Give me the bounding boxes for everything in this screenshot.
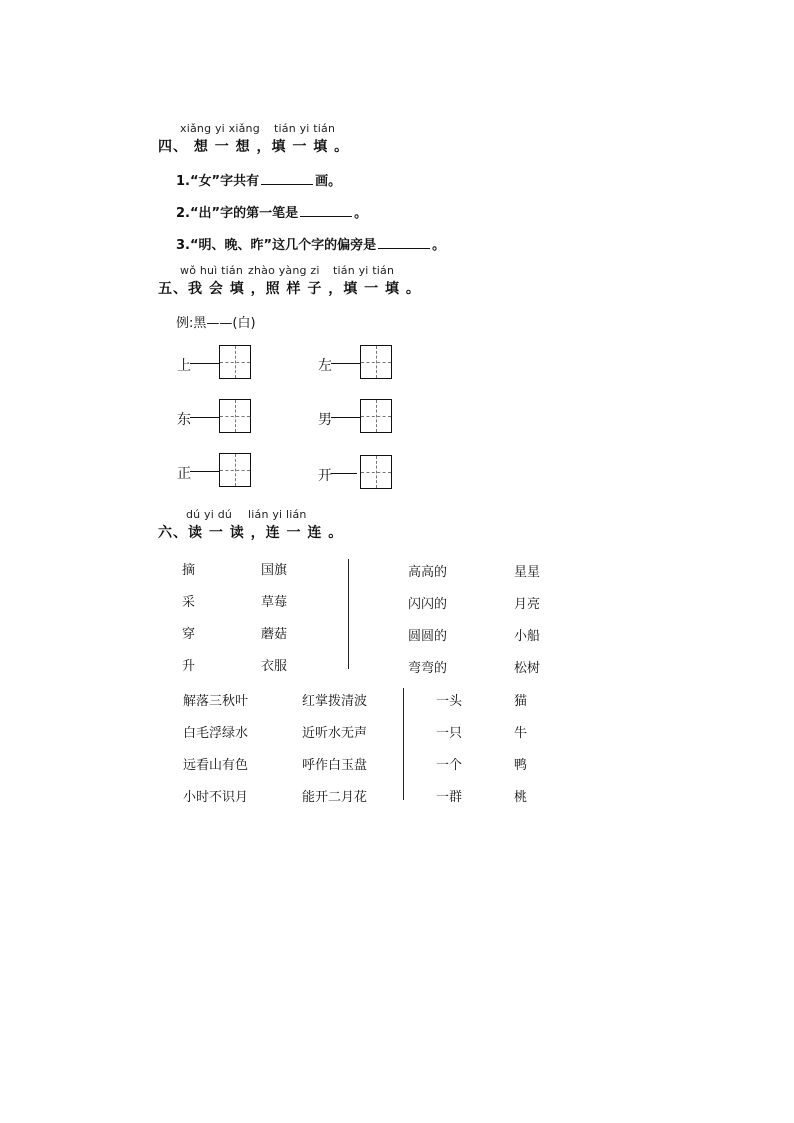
- dash: [190, 471, 220, 472]
- match-item[interactable]: 白毛浮绿水: [183, 726, 249, 741]
- divider-line: [348, 559, 349, 669]
- question-3-text: 3.“明、晚、昨”这几个字的偏旁是: [176, 238, 377, 253]
- dash: [331, 417, 361, 418]
- match-group-1-right: [261, 559, 287, 687]
- char-nan: 男: [318, 412, 332, 428]
- match-item[interactable]: 高高的: [408, 565, 448, 580]
- match-group-4-left: [436, 690, 462, 818]
- match-group-3-right: [302, 690, 367, 818]
- match-item[interactable]: 一头: [436, 694, 463, 709]
- match-item[interactable]: 摘: [182, 563, 196, 578]
- match-item[interactable]: 红掌拨清波: [302, 694, 368, 709]
- question-1-text: 1.“女”字共有: [176, 174, 260, 189]
- answer-box-zuo[interactable]: [360, 345, 392, 379]
- answer-blank-3[interactable]: [378, 238, 430, 249]
- dash: [190, 417, 220, 418]
- match-item[interactable]: 星星: [514, 565, 541, 580]
- question-2-text: 2.“出”字的第一笔是: [176, 206, 299, 221]
- section6-heading: 六、读 一 读 ，连 一 连 。: [158, 525, 344, 541]
- dash: [190, 363, 220, 364]
- match-item[interactable]: 桃: [514, 790, 528, 805]
- match-group-4-right: [514, 690, 527, 818]
- dash: [331, 473, 357, 474]
- answer-box-nan[interactable]: [360, 399, 392, 433]
- divider-line: [403, 688, 404, 800]
- match-group-2-left: [408, 561, 447, 689]
- pinyin-tian-yi-tian-2: tián yi tián: [333, 264, 395, 277]
- match-item[interactable]: 一个: [436, 758, 463, 773]
- answer-box-shang[interactable]: [219, 345, 251, 379]
- match-item[interactable]: 草莓: [261, 595, 288, 610]
- question-3: [176, 234, 445, 253]
- match-item[interactable]: 一只: [436, 726, 463, 741]
- match-group-1-left: [182, 559, 195, 687]
- char-kai: 开: [318, 468, 332, 484]
- match-item[interactable]: 圆圆的: [408, 629, 448, 644]
- match-item[interactable]: 弯弯的: [408, 661, 448, 676]
- answer-box-kai[interactable]: [360, 455, 392, 489]
- question-1-end: 画。: [315, 174, 342, 189]
- char-zuo: 左: [318, 358, 332, 374]
- match-item[interactable]: 蘑菇: [261, 627, 288, 642]
- match-item[interactable]: 月亮: [514, 597, 541, 612]
- match-item[interactable]: 升: [182, 659, 196, 674]
- match-item[interactable]: 穿: [182, 627, 196, 642]
- match-item[interactable]: 闪闪的: [408, 597, 448, 612]
- match-item[interactable]: 呼作白玉盘: [302, 758, 368, 773]
- match-item[interactable]: 猫: [514, 694, 528, 709]
- match-item[interactable]: 解落三秋叶: [183, 694, 249, 709]
- pinyin-lian-yi-lian: lián yi lián: [248, 508, 307, 521]
- match-item[interactable]: 一群: [436, 790, 463, 805]
- match-item[interactable]: 采: [182, 595, 196, 610]
- match-item[interactable]: 鸭: [514, 758, 528, 773]
- match-item[interactable]: 牛: [514, 726, 528, 741]
- match-item[interactable]: 近听水无声: [302, 726, 368, 741]
- pinyin-wo-hui-tian: wǒ huì tián: [180, 264, 244, 277]
- char-dong: 东: [177, 412, 191, 428]
- dash: [331, 363, 361, 364]
- answer-box-zheng[interactable]: [219, 453, 251, 487]
- match-item[interactable]: 衣服: [261, 659, 288, 674]
- match-item[interactable]: 能开二月花: [302, 790, 368, 805]
- question-1: [176, 170, 341, 189]
- char-zheng: 正: [177, 466, 191, 482]
- match-group-3-left: [183, 690, 248, 818]
- match-group-2-right: [514, 561, 540, 689]
- match-item[interactable]: 远看山有色: [183, 758, 249, 773]
- question-2-end: 。: [354, 206, 368, 221]
- question-3-end: 。: [432, 238, 446, 253]
- char-shang: 上: [177, 358, 191, 374]
- question-2: [176, 202, 367, 221]
- answer-blank-1[interactable]: [261, 174, 313, 185]
- pinyin-du-yi-du: dú yi dú: [186, 508, 233, 521]
- match-item[interactable]: 松树: [514, 661, 541, 676]
- match-item[interactable]: 国旗: [261, 563, 288, 578]
- pinyin-xiang-yi-xiang: xiǎng yi xiǎng: [180, 122, 260, 135]
- answer-box-dong[interactable]: [219, 399, 251, 433]
- answer-blank-2[interactable]: [300, 206, 352, 217]
- section5-heading: 五、我 会 填 ，照 样 子 ，填 一 填 。: [158, 281, 421, 297]
- section4-heading: 四、 想 一 想 ，填 一 填 。: [158, 139, 350, 155]
- example-text: 例:黑——(白): [176, 316, 256, 331]
- pinyin-tian-yi-tian: tián yi tián: [274, 122, 336, 135]
- match-item[interactable]: 小船: [514, 629, 541, 644]
- match-item[interactable]: 小时不识月: [183, 790, 249, 805]
- pinyin-zhao-yang-zi: zhào yàng zi: [248, 264, 320, 277]
